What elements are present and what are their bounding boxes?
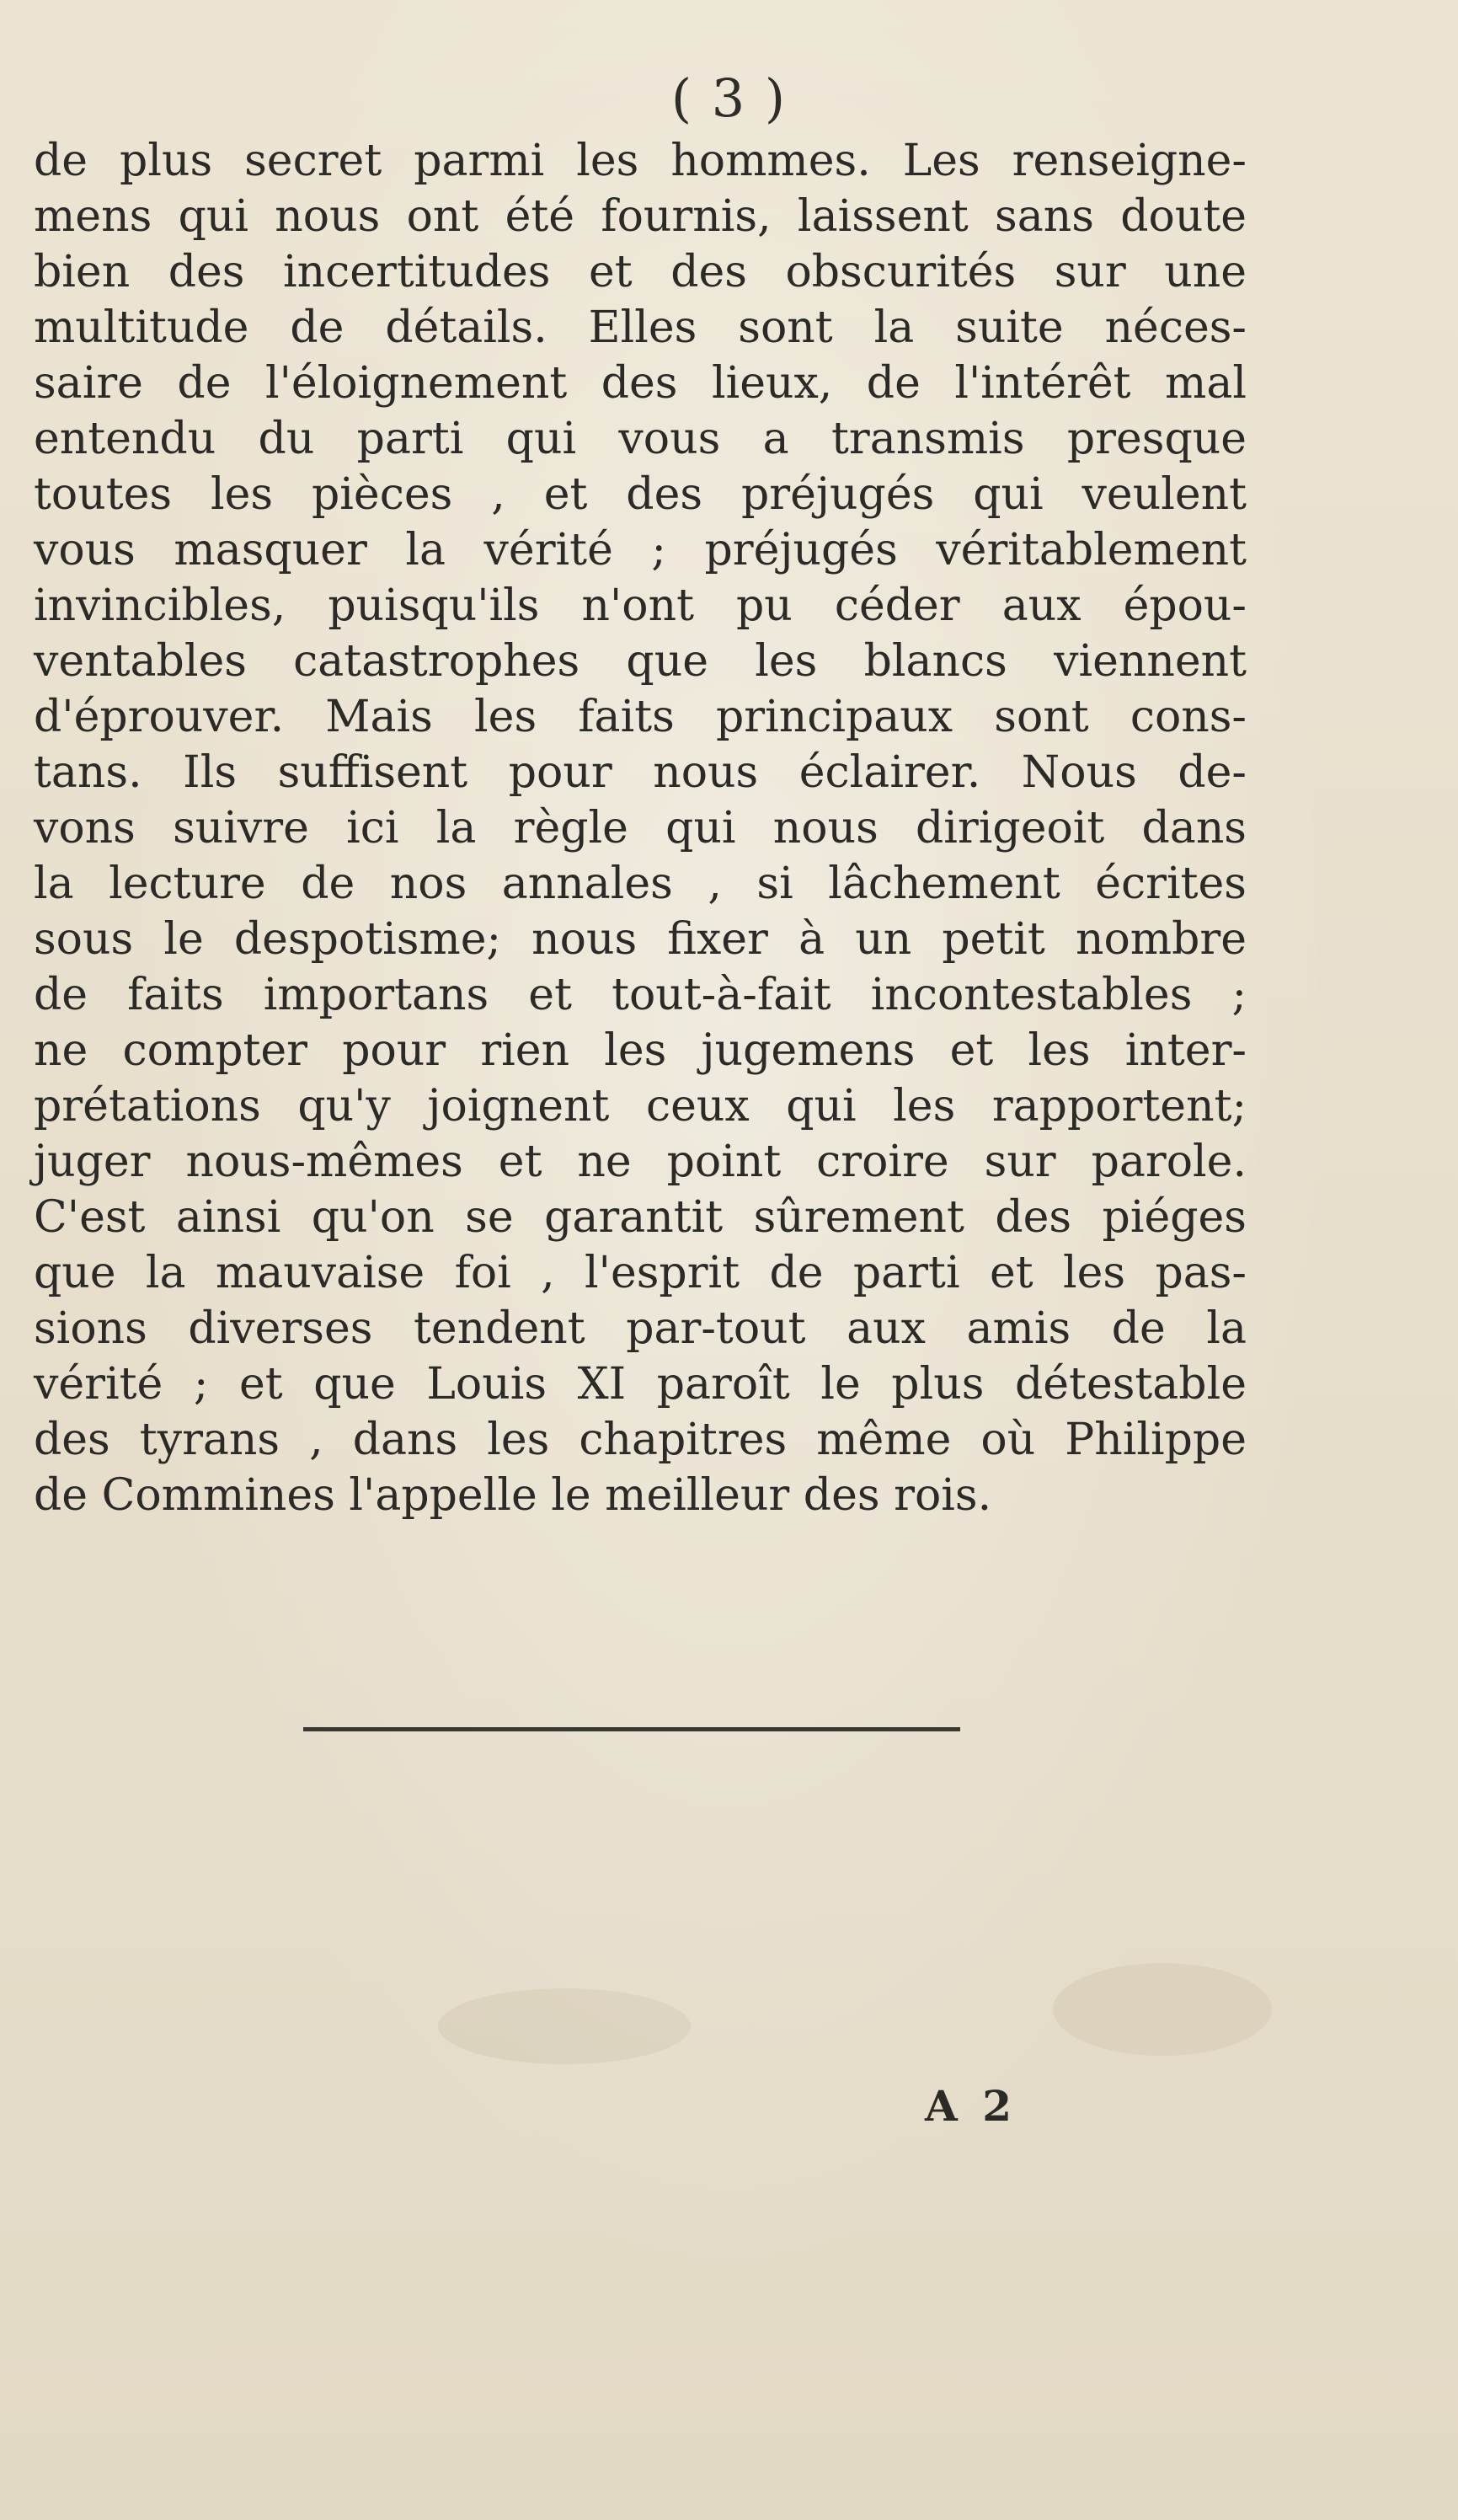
text-line: juger nous-mêmes et ne point croire sur parole.	[34, 1137, 1247, 1187]
text-line: vous masquer la vérité ; préjugés véritablement	[34, 525, 1247, 575]
text-line: multitude de détails. Elles sont la suite néces-	[34, 302, 1247, 353]
text-line: des tyrans , dans les chapitres même où Philippe	[34, 1415, 1247, 1465]
paper-stain	[1053, 1963, 1272, 2056]
text-line: entendu du parti qui vous a transmis presque	[34, 414, 1247, 464]
body-text	[34, 133, 1247, 1523]
text-line: ne compter pour rien les jugemens et les inter-	[34, 1025, 1247, 1076]
text-line: sions diverses tendent par-tout aux amis de la	[34, 1303, 1247, 1354]
text-line: sous le despotisme; nous fixer à un petit nombre	[34, 914, 1247, 965]
text-line: ventables catastrophes que les blancs viennent	[34, 636, 1247, 687]
text-line: vons suivre ici la règle qui nous dirigeoit dans	[34, 803, 1247, 853]
text-line: toutes les pièces , et des préjugés qui veulent	[34, 469, 1247, 520]
signature-mark: A 2	[925, 2081, 1017, 2131]
text-line: invincibles, puisqu'ils n'ont pu céder aux épou-	[34, 581, 1247, 631]
paper-stain	[438, 1988, 691, 2064]
text-line: bien des incertitudes et des obscurités sur une	[34, 247, 1247, 297]
text-line: de faits importans et tout-à-fait incontestables ;	[34, 970, 1247, 1020]
text-line: mens qui nous ont été fournis, laissent sans doute	[34, 191, 1247, 242]
text-line: la lecture de nos annales , si lâchement écrites	[34, 859, 1247, 909]
text-line: que la mauvaise foi , l'esprit de parti et les pas-	[34, 1248, 1247, 1298]
page-number: ( 3 )	[670, 67, 788, 129]
text-line: C'est ainsi qu'on se garantit sûrement des piéges	[34, 1192, 1247, 1243]
text-line: prétations qu'y joignent ceux qui les rapportent;	[34, 1081, 1247, 1132]
text-line: tans. Ils suffisent pour nous éclairer. Nous de-	[34, 747, 1247, 798]
text-line: de Commines l'appelle le meilleur des rois.	[34, 1470, 992, 1521]
text-line: saire de l'éloignement des lieux, de l'intérêt mal	[34, 358, 1247, 409]
text-line: d'éprouver. Mais les faits principaux sont cons-	[34, 692, 1247, 742]
section-rule	[303, 1727, 960, 1731]
text-line: de plus secret parmi les hommes. Les renseigne-	[34, 136, 1247, 186]
text-line: vérité ; et que Louis XI paroît le plus détestable	[34, 1359, 1247, 1410]
